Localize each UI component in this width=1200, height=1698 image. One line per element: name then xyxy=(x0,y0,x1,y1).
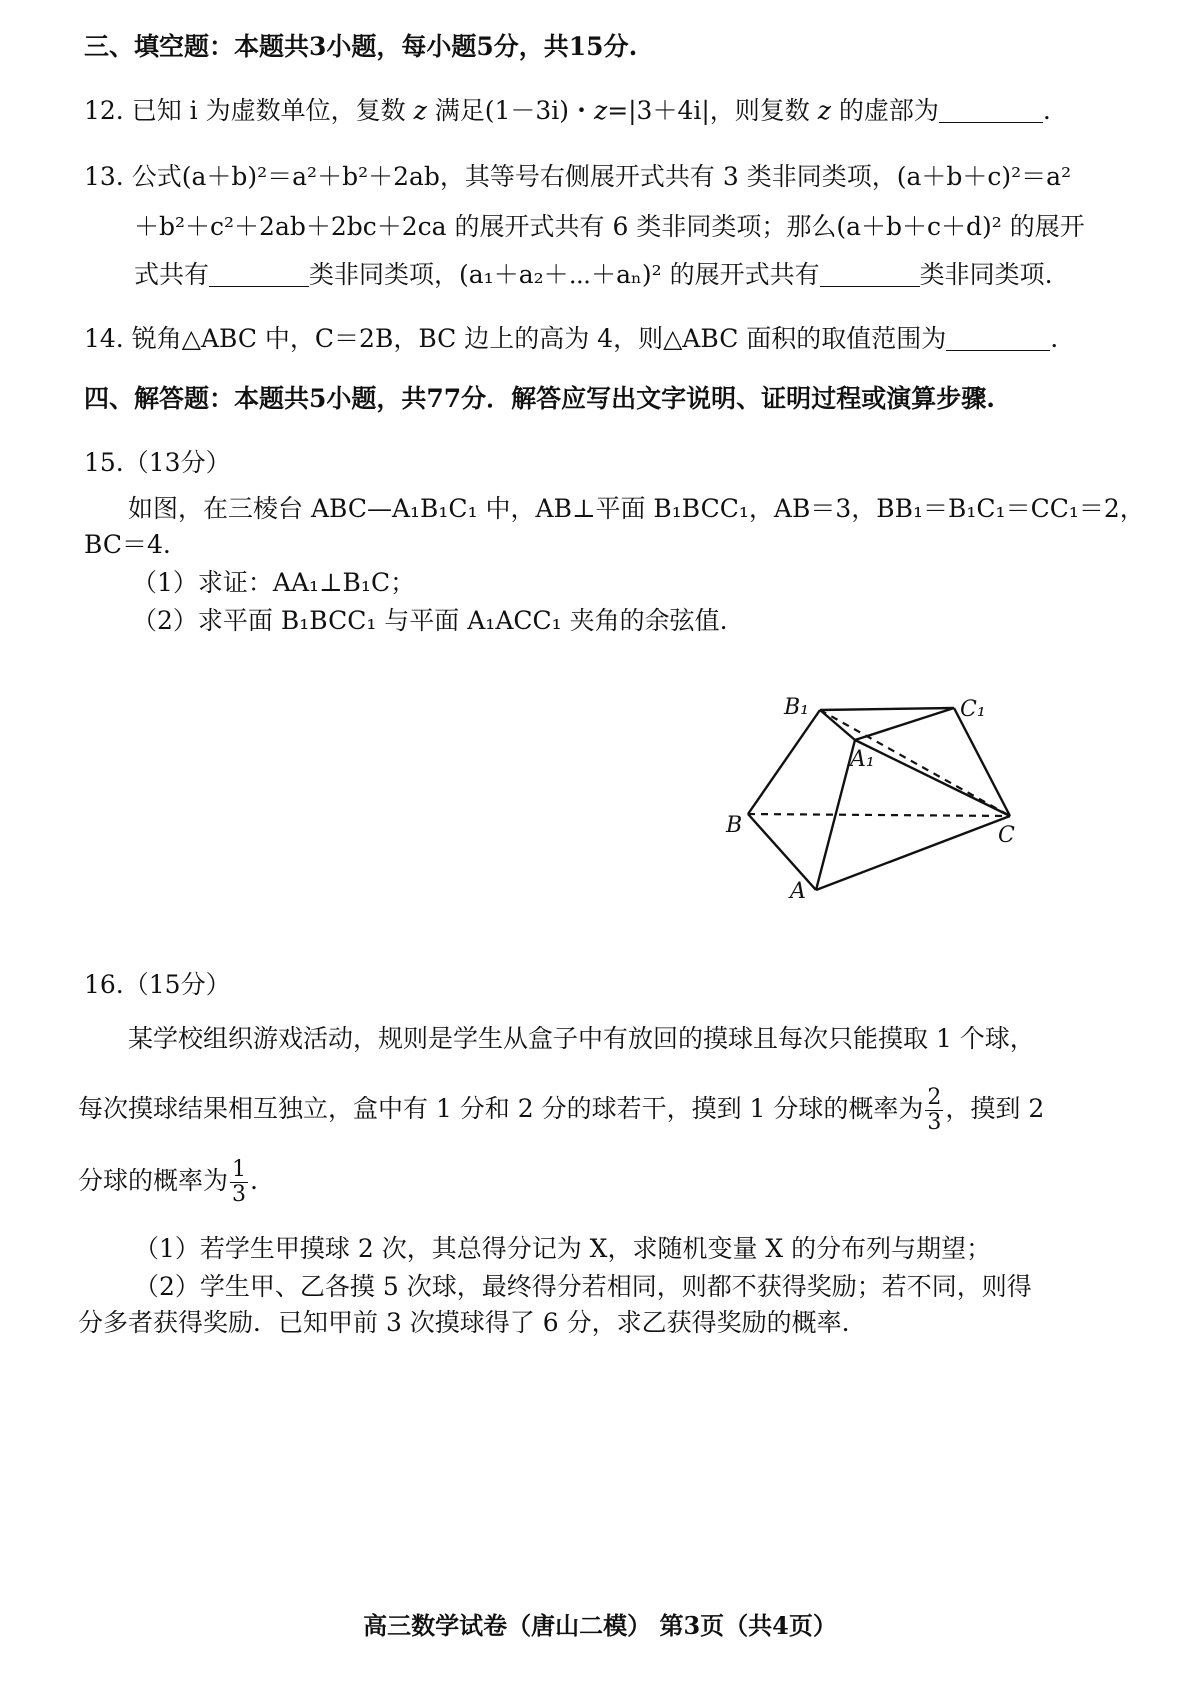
question-15-heading: 15.（13分） xyxy=(84,448,231,477)
question-12: 12. 已知 i 为虚数单位，复数 z 满足(1－3i)・z=|3＋4i|，则复数 z 的虚部为 . xyxy=(84,96,1051,125)
question-16-line-3: 分球的概率为 $\frac{1}{3}$ . xyxy=(78,1157,258,1207)
answer-blank-13b[interactable] xyxy=(820,260,920,287)
question-13-line-2: ＋b²＋c²＋2ab＋2bc＋2ca 的展开式共有 6 类非同类项；那么(a＋b＋c＋d)² 的展开 xyxy=(134,212,1085,241)
label-a1: A₁ xyxy=(850,747,875,772)
section-3-title: 三、填空题：本题共3小题，每小题5分，共15分. xyxy=(84,32,638,61)
fraction-one-third: $\frac{1}{3}$ xyxy=(232,1157,247,1207)
question-15-part-2: （2）求平面 B₁BCC₁ 与平面 A₁ACC₁ 夹角的余弦值. xyxy=(132,606,728,635)
question-13-line-3: 式共有 类非同类项，(a₁＋a₂＋⋯＋aₙ)² 的展开式共有 类非同类项. xyxy=(134,260,1053,289)
label-a: A xyxy=(790,879,806,904)
label-c1: C₁ xyxy=(960,697,986,722)
question-13-line-1: 13. 公式(a＋b)²＝a²＋b²＋2ab，其等号右侧展开式共有 3 类非同类项，(a＋b＋c)²＝a² xyxy=(84,162,1072,191)
question-16-part-1: （1）若学生甲摸球 2 次，其总得分记为 X，求随机变量 X 的分布列与期望； xyxy=(134,1234,992,1263)
question-16-part-2: （2）学生甲、乙各摸 5 次球，最终得分若相同，则都不获得奖励；若不同，则得 xyxy=(134,1272,1032,1301)
question-16-heading: 16.（15分） xyxy=(84,970,231,999)
fraction-two-thirds: $\frac{2}{3}$ xyxy=(927,1085,942,1135)
answer-blank-14[interactable] xyxy=(946,324,1050,351)
question-15-line-2: BC＝4. xyxy=(84,530,171,559)
edge-b1-c1 xyxy=(820,708,954,710)
label-b: B xyxy=(726,813,743,838)
edge-b-c-hidden xyxy=(748,814,1010,816)
question-16-part-2-cont: 分多者获得奖励．已知甲前 3 次摸球得了 6 分，求乙获得奖励的概率. xyxy=(78,1308,850,1337)
answer-blank-12[interactable] xyxy=(939,96,1043,123)
frustum-figure xyxy=(720,680,1060,910)
question-15-part-1: （1）求证：AA₁⊥B₁C； xyxy=(132,568,416,597)
label-c: C xyxy=(998,823,1015,848)
edge-a1-c xyxy=(855,740,1010,816)
edge-b1-b xyxy=(748,710,820,814)
question-16-line-1: 某学校组织游戏活动，规则是学生从盒子中有放回的摸球且每次只能摸取 1 个球， xyxy=(128,1024,1035,1053)
question-15-line-1: 如图，在三棱台 ABC—A₁B₁C₁ 中，AB⊥平面 B₁BCC₁，AB＝3，BB₁＝B₁C₁＝CC₁＝2， xyxy=(128,494,1145,523)
edge-b1-a1 xyxy=(820,710,855,740)
question-14: 14. 锐角△ABC 中，C＝2B，BC 边上的高为 4，则△ABC 面积的取值范围为 . xyxy=(84,324,1059,353)
section-4-title: 四、解答题：本题共5小题，共77分．解答应写出文字说明、证明过程或演算步骤. xyxy=(84,384,995,413)
edge-a1-c1 xyxy=(855,708,954,740)
question-16-line-2: 每次摸球结果相互独立，盒中有 1 分和 2 分的球若干，摸到 1 分球的概率为 $\frac{2}{3}$ ，摸到 2 xyxy=(78,1085,1045,1135)
answer-blank-13a[interactable] xyxy=(209,260,309,287)
label-b1: B₁ xyxy=(784,695,809,720)
edge-a-c xyxy=(816,816,1010,890)
page-footer: 高三数学试卷（唐山二模） 第3页（共4页） xyxy=(363,1611,837,1640)
